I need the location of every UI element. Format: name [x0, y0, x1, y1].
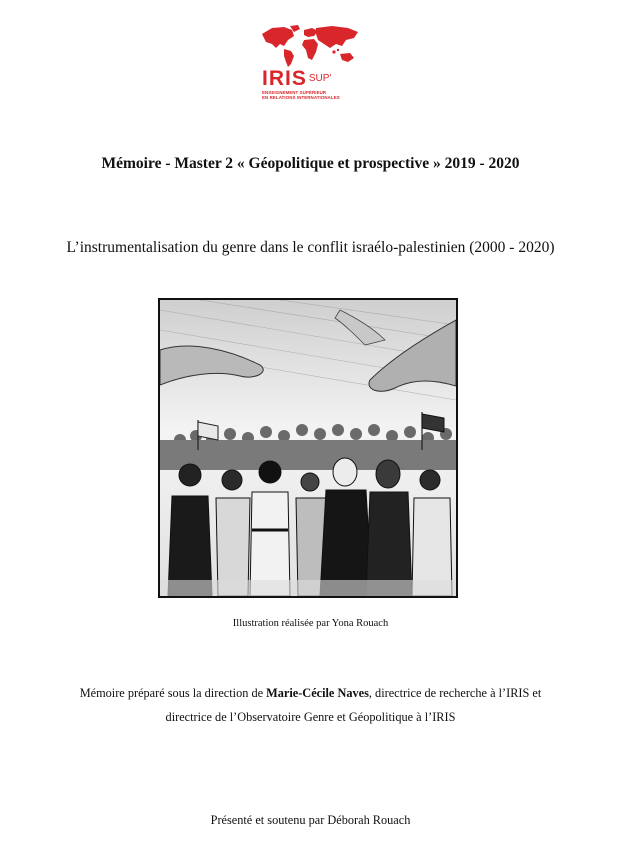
author-line: Présenté et soutenu par Déborah Rouach	[210, 813, 411, 827]
logo-tagline: ENSEIGNEMENT SUPÉRIEUR EN RELATIONS INTERNATIONALES	[262, 90, 340, 100]
logo-wordmark: IRIS $^{SUP'}$	[262, 67, 332, 90]
world-map-icon	[258, 24, 362, 68]
supervisor-name: Marie-Cécile Naves	[266, 686, 369, 700]
cover-illustration	[158, 298, 458, 598]
degree-line: Mémoire - Master 2 « Géopolitique et prospective » 2019 - 2020	[101, 155, 520, 172]
supervision-line-2: directrice de l’Observatoire Genre et Géopolitique à l’IRIS	[165, 710, 456, 724]
supervision-line-1: Mémoire préparé sous la direction de Marie-Cécile Naves, directrice de recherche à l’IRIS et	[79, 686, 542, 700]
illustration-caption: Illustration réalisée par Yona Rouach	[232, 618, 389, 629]
supervision-statement	[30, 681, 591, 729]
iris-sup-logo	[258, 24, 362, 100]
thesis-title: L’instrumentalisation du genre dans le conflit israélo-palestinien (2000 - 2020)	[66, 239, 555, 256]
